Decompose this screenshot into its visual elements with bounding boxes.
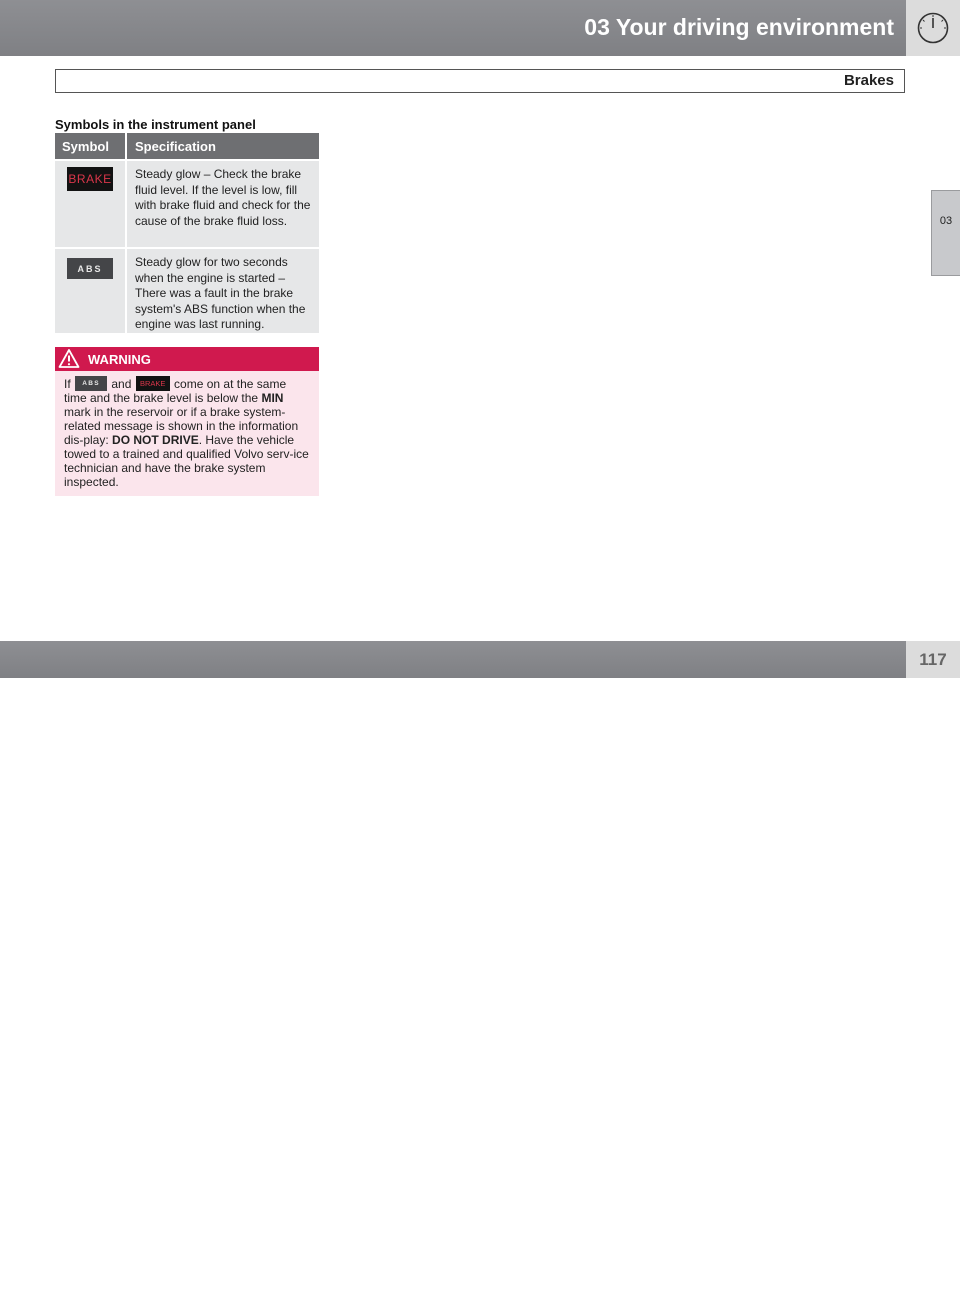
symbols-table — [55, 133, 319, 333]
warning-text-if: If — [64, 377, 75, 391]
warning-text-3: . Have the vehicle towed to a trained and qualified Volvo serv-ice technician and have the brake system inspected. — [64, 433, 309, 490]
table-row — [55, 159, 319, 247]
warning-text-min: MIN — [261, 391, 284, 406]
brake-warning-icon — [67, 167, 113, 191]
abs-warning-icon — [67, 258, 113, 279]
brake-warning-icon: BRAKE — [136, 376, 170, 391]
warning-text — [55, 371, 319, 489]
bottom-footer-bar — [0, 641, 960, 1313]
table-row — [55, 247, 319, 333]
column-header-specification: Specification — [125, 133, 319, 159]
watermark: carmanualsonline.info — [680, 1286, 946, 1313]
warning-triangle-icon — [58, 348, 80, 369]
specification-cell: Steady glow – Check the brake fluid level. If the level is low, fill with brake fluid and check for the cause of the brake fluid loss. — [125, 161, 319, 247]
warning-box — [55, 347, 319, 496]
warning-text-do-not-drive: DO NOT DRIVE — [112, 433, 199, 448]
chapter-title: 03 Your driving environment — [584, 14, 894, 40]
speedometer-icon — [916, 11, 950, 45]
warning-title: WARNING — [88, 352, 151, 367]
abs-warning-icon: ABS — [75, 376, 107, 391]
warning-text-1: come on at the same time and the brake level is below the — [64, 377, 287, 406]
brake-lamp-label: BRAKE — [68, 172, 112, 186]
specification-cell: Steady glow for two seconds when the engine is started – There was a fault in the brake system's ABS function when the engine was last running. — [125, 249, 319, 333]
gauge-icon-box — [906, 0, 960, 56]
symbol-cell — [55, 249, 125, 333]
chapter-side-tab[interactable] — [931, 190, 960, 276]
section-title: Brakes — [843, 72, 894, 89]
abs-lamp-label: ABS — [77, 263, 103, 274]
page-number: 117 — [919, 650, 947, 669]
warning-text-and: and — [108, 377, 135, 391]
chapter-tab-label: 03 — [939, 215, 953, 227]
table-header-row — [55, 133, 319, 159]
top-header-bar — [0, 0, 960, 56]
symbol-cell — [55, 161, 125, 247]
column-header-symbol: Symbol — [62, 139, 109, 154]
section-bar — [55, 69, 905, 93]
warning-text-2: mark in the reservoir or if a brake system-related message is shown in the information dis-play: — [64, 405, 299, 448]
page-number-box — [906, 641, 960, 678]
warning-header — [55, 347, 319, 371]
table-heading: Symbols in the instrument panel — [55, 117, 256, 132]
